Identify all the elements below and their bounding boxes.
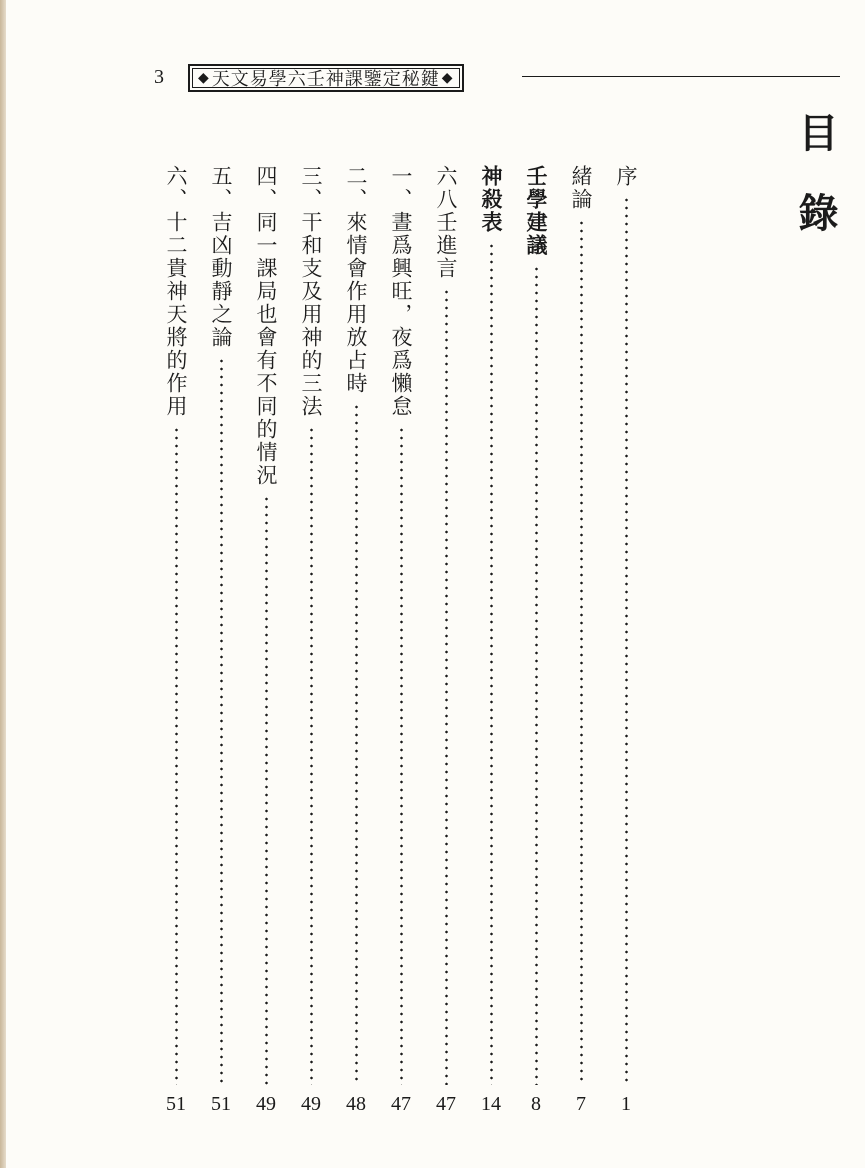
book-title-banner xyxy=(188,64,464,92)
diamond-right-icon: ◆ xyxy=(441,70,454,86)
toc-entry-page: 48 xyxy=(346,1093,366,1115)
diamond-left-icon: ◆ xyxy=(198,70,210,86)
toc-entry[interactable] xyxy=(159,165,193,1115)
toc-entry[interactable] xyxy=(294,165,328,1115)
toc-entry-title: 神殺表 xyxy=(479,165,503,234)
dot-leader xyxy=(490,242,493,1085)
dot-leader xyxy=(310,426,313,1085)
toc-entry-page: 47 xyxy=(436,1093,456,1115)
toc-entry[interactable] xyxy=(249,165,283,1115)
toc-entry-title: 二、來情會作用放占時 xyxy=(344,165,368,395)
toc-entry-page: 7 xyxy=(576,1093,586,1115)
dot-leader xyxy=(175,426,178,1085)
dot-leader xyxy=(535,265,538,1085)
toc-entry[interactable] xyxy=(339,165,373,1115)
toc-entry-title: 六、十二貴神天將的作用 xyxy=(164,165,188,418)
toc-entry-page: 8 xyxy=(531,1093,541,1115)
toc-entry-title: 三、干和支及用神的三法 xyxy=(299,165,323,418)
toc-entry-title: 序 xyxy=(614,165,638,188)
running-header xyxy=(150,60,850,94)
toc-entry-title: 一、晝爲興旺，夜爲懶怠 xyxy=(389,165,413,418)
toc-entry-page: 47 xyxy=(391,1093,411,1115)
toc-entry[interactable] xyxy=(204,165,238,1115)
page-number: 3 xyxy=(154,66,164,88)
dot-leader xyxy=(625,196,628,1085)
toc-entry-page: 51 xyxy=(166,1093,186,1115)
toc-entry-title: 六八壬進言 xyxy=(434,165,458,280)
dot-leader xyxy=(220,357,223,1085)
dot-leader xyxy=(580,219,583,1085)
toc-entry-title: 四、同一課局也會有不同的情況 xyxy=(254,165,278,487)
toc-entry[interactable] xyxy=(519,165,553,1115)
dot-leader xyxy=(355,403,358,1085)
toc-entry[interactable] xyxy=(429,165,463,1115)
toc-heading: 目錄 xyxy=(792,112,838,272)
dot-leader xyxy=(400,426,403,1085)
book-title: 天文易學六壬神課鑒定秘鍵 xyxy=(211,69,440,90)
dot-leader xyxy=(265,495,268,1085)
toc-entry-page: 49 xyxy=(301,1093,321,1115)
toc-entry-page: 49 xyxy=(256,1093,276,1115)
toc-entry-title: 緒論 xyxy=(569,165,593,211)
toc-entry[interactable] xyxy=(384,165,418,1115)
toc-entry[interactable] xyxy=(609,165,643,1115)
toc-entry-page: 1 xyxy=(621,1093,631,1115)
toc-entry-title: 壬學建議 xyxy=(524,165,548,257)
toc-entry-page: 14 xyxy=(481,1093,501,1115)
toc-entry[interactable] xyxy=(474,165,508,1115)
toc-entry[interactable] xyxy=(564,165,598,1115)
toc-entry-page: 51 xyxy=(211,1093,231,1115)
book-spine-edge xyxy=(0,0,6,1168)
toc-entry-title: 五、吉凶動靜之論 xyxy=(209,165,233,349)
header-rule xyxy=(522,76,840,77)
dot-leader xyxy=(445,288,448,1085)
